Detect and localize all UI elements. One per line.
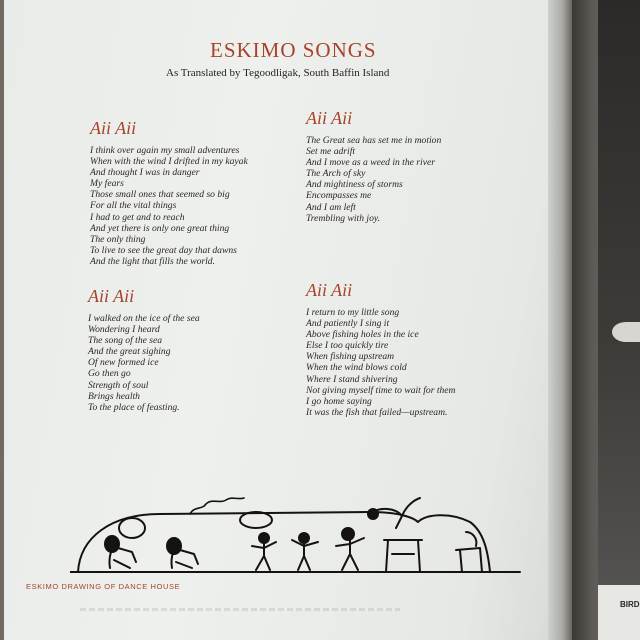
poem-1 [90, 118, 248, 267]
figure-head [105, 536, 119, 552]
dance-house-drawing [70, 488, 530, 580]
poem-line: And mightiness of storms [306, 179, 403, 191]
poem-3 [88, 286, 200, 413]
poem-line: I return to my little song [306, 307, 400, 318]
figure-head [299, 533, 309, 543]
poem-lines [90, 145, 248, 267]
figure-head [259, 533, 269, 543]
poem-lines [88, 313, 200, 413]
poem-line: The song of the sea [88, 335, 163, 347]
poem-line: To the place of feasting. [88, 401, 180, 413]
facing-page-margin [598, 585, 640, 640]
poem-line: Where I stand shivering [306, 373, 398, 385]
facing-page-caption: BIRD [620, 600, 640, 609]
poem-line: And the great sighing [88, 346, 171, 358]
illustration-caption: ESKIMO DRAWING OF DANCE HOUSE [26, 582, 181, 591]
poem-line: And thought I was in danger [90, 167, 200, 179]
poem-4 [306, 280, 456, 418]
poem-2 [306, 108, 441, 224]
poem-lines [306, 307, 456, 418]
poem-line: Set me adrift [306, 146, 356, 158]
poem-line: And the light that fills the world. [90, 255, 215, 267]
poem-line: My fears [90, 178, 124, 190]
poem-line: Those small ones that seemed so big [90, 189, 230, 201]
book-spine [548, 0, 574, 640]
poem-line: Go then go [88, 368, 131, 380]
poem-line: When with the wind I drifted in my kayak [90, 156, 248, 168]
roof-smoke [190, 498, 244, 514]
poem-title: Aii Aii [88, 286, 135, 306]
poem-line: Trembling with joy. [306, 212, 381, 224]
poem-line: And patiently I sing it [306, 318, 390, 330]
page-title: ESKIMO SONGS [210, 38, 377, 62]
poem-line: Not giving myself time to wait for them [306, 384, 456, 396]
poem-title: Aii Aii [90, 118, 137, 138]
speech-bubble [119, 518, 145, 538]
poem-line: And yet there is only one great thing [90, 222, 230, 234]
poem-line: To live to see the great day that dawns [90, 244, 237, 256]
poem-lines [306, 135, 441, 224]
poem-line: The Great sea has set me in motion [306, 135, 442, 146]
poem-line: And I move as a weed in the river [306, 157, 435, 169]
poem-line: For all the vital things [90, 200, 177, 212]
dancer-figure [292, 540, 318, 570]
flying-figure-head [368, 509, 378, 519]
page-subtitle: As Translated by Tegoodligak, South Baffin Island [166, 67, 390, 79]
seated-figure-right [456, 532, 482, 572]
poem-line: I walked on the ice of the sea [88, 313, 200, 324]
poem-line: The only thing [90, 233, 146, 245]
facing-page-bird-shape [612, 322, 640, 342]
poem-line: Of new formed ice [88, 357, 159, 369]
poem-line: Brings health [88, 390, 140, 402]
drum-frame [384, 540, 422, 572]
poem-line: I go home saying [306, 395, 372, 407]
poem-line: Encompasses me [306, 190, 372, 202]
poem-line: I had to get and to reach [90, 211, 185, 223]
poem-line: And I am left [306, 201, 356, 213]
poem-line: When the wind blows cold [306, 362, 407, 374]
poem-line: It was the fish that failed—upstream. [306, 406, 448, 418]
figure-head [342, 528, 354, 540]
poem-line: Strength of soul [88, 379, 149, 391]
speech-bubble [240, 512, 272, 528]
poem-line: Above fishing holes in the ice [306, 329, 419, 341]
facing-page-photo [598, 0, 640, 585]
poem-title: Aii Aii [306, 108, 353, 128]
dancer-figure [336, 538, 364, 570]
poem-line: I think over again my small adventures [90, 145, 240, 156]
poem-line: When fishing upstream [306, 351, 395, 363]
poem-line: The Arch of sky [306, 168, 366, 180]
dancer-figure [252, 542, 276, 570]
figure-head [167, 538, 181, 554]
poem-line: Wondering I heard [88, 324, 160, 336]
show-through-text [80, 608, 400, 611]
poem-title: Aii Aii [306, 280, 353, 300]
poem-line: Else I too quickly tire [306, 340, 389, 352]
